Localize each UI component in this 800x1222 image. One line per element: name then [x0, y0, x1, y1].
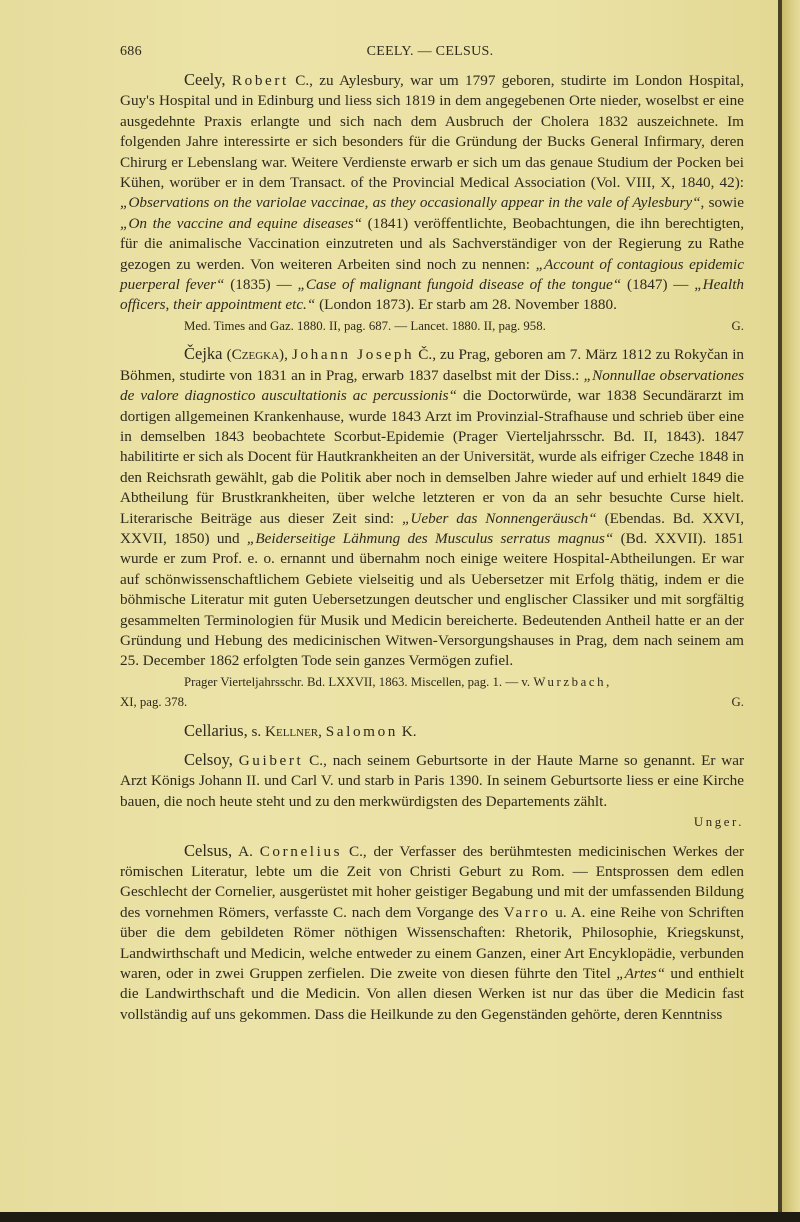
page-number: 686	[120, 44, 142, 59]
given-name: Robert	[231, 72, 289, 89]
entry-lemma: Cellarius,	[184, 720, 248, 740]
page-edge	[782, 0, 800, 1222]
entry-lemma: Celsus,	[184, 840, 233, 860]
running-head-title: CEELY. — CELSUS.	[366, 44, 494, 59]
entry-reference: Med. Times and Gaz. 1880. II, pag. 687. — Lancet. 1880. II, pag. 958. G.	[120, 316, 744, 336]
entry-lemma: Celsoy,	[184, 750, 233, 769]
bottom-shadow	[0, 1212, 800, 1222]
author-signature: G.	[731, 695, 744, 710]
entry-lemma: Čejka	[184, 344, 223, 364]
work-title: „Artes“	[616, 965, 666, 983]
given-name: Johann Joseph	[291, 346, 415, 364]
body-text	[120, 70, 744, 1025]
entry-cejka: Čejka (Czegka), Johann Joseph Č., zu Prag, geboren am 7. März 1812 zu Rokyčan in Böhmen, studirte von 1831 an in Prag, erwarb 1837 daselbst mit der Diss.: „Nonnullae observationes de valore diagnostico auscultationis ac percussionis“ die Doctorwürde, war 1838 Secundärarzt im dortigen allgemeinen Krankenhause, wurde 1843 Arzt im Provinzial-Strafhause und schrieb über eine in demselben 1843 beobachtete Scorbut-Epidemie (Prager Vierteljahrsschr. Bd. II, 1843). 1847 habilitirte er sich als Docent für Hautkrankheiten an der Universität, wurde als eifriger Czeche 1848 in den Reichsrath gewählt, gab die Politik aber noch in demselben Jahre wieder auf und erhielt 1849 die Abtheilung für Brustkrankheiten, über welche letzteren er von da an sehr besuchte Curse hielt. Literarische Beiträge aus dieser Zeit sind: „Ueber das Nonnengeräusch“ (Ebendas. Bd. XXVI, XXVII, 1850) und „Beiderseitige Lähmung des Musculus serratus magnus“ (Bd. XXVII). 1851 wurde er zum Prof. e. o. ernannt und übernahm noch einige weitere Hospital-Abtheilungen. Er war auf schönwissenschaftlichem Gebiete vielseitig und als Uebersetzer mit Erfolg thätig, indem er die böhmische Literatur mit guten Uebersetzungen deutscher und englischer Classiker und mit sorgfältig gesammelten Terminologien für Musik und Medicin bereicherte. Bedeutenden Antheil hatte er an der Gründung und Hebung des medicinischen Witwen-Versorgungshauses in Prag, dem nach seinem am 25. December 1862 erfolgten Tode sein ganzes Vermögen zufiel.	[120, 344, 745, 670]
author-name: Varro	[503, 903, 551, 921]
work-title: „Beiderseitige Lähmung des Musculus serratus magnus“	[246, 529, 614, 547]
work-title: „Ueber das Nonnengeräusch“	[401, 509, 597, 527]
given-name: Cornelius	[259, 842, 343, 860]
work-title: „Observations on the variolae vaccinae, as they occasionally appear in the vale of Aylesbury“	[120, 194, 701, 212]
work-title: „Nonnullae observationes de valore diagnostico auscultationis ac percussionis“	[120, 366, 744, 405]
work-title: „Case of malignant fungoid disease of the tongue“	[297, 276, 622, 294]
running-header	[120, 44, 740, 64]
given-name: Salomon	[325, 722, 398, 740]
entry-reference-cont: XI, pag. 378. G.	[120, 692, 744, 712]
entry-lemma: Ceely,	[184, 70, 226, 89]
entry-celsus: Celsus, A. Cornelius C., der Verfasser des berühmtesten medicinischen Werkes der römischen Literatur, lebte um die Zeit von Christi Geburt zu Rom. — Entsprossen dem edlen Geschlecht der Cornelier, ausgerüstet mit hoher geistiger Begabung und mit der umfassenden Bildung des vornehmen Römers, verfasste C. nach dem Vorgange des Varro u. A. eine Reihe von Schriften über die dem gebildeten Römer nöthigen Wissenschaften: Rhetorik, Philosophie, Kriegskunst, Landwirthschaft und Medicin, welche entweder zu einem Ganzen, einer Art Encyklopädie, verbunden waren, oder in zwei Gruppen zerfielen. Die zweite von diesen führte den Titel „Artes“ und enthielt die Landwirthschaft und die Medicin. Von allen diesen Werken ist nur das über die Medicin fast vollständig auf uns gekommen. Dass die Heilkunde zu den Gegenständen gehörte, deren Kenntniss	[120, 840, 744, 1023]
given-name: Guibert	[238, 752, 304, 769]
cross-reference: Kellner,	[265, 722, 322, 740]
work-title: „Health officers, their appointment etc.“	[120, 276, 745, 314]
entry-cellarius: Cellarius, s. Kellner, Salomon K.	[184, 720, 417, 740]
entry-signature-line	[120, 812, 744, 832]
entry-celsoy: Celsoy, Guibert C., nach seinem Geburtsorte in der Haute Marne so genannt. Er war Arzt Königs Johann II. und Carl V. und starb in Paris 1390. In seinem Geburtsorte liess er eine Kirche bauen, die noch heute steht und zu den merkwürdigsten des Departements zählt.	[120, 750, 745, 810]
entry-ceely: Ceely, Robert C., zu Aylesbury, war um 1797 geboren, studirte im London Hospital, Guy's Hospital und in Edinburg und liess sich 1819 in dem angegebenen Orte nieder, woselbst er eine ausgedehnte Praxis erlangte und sich nach dem Ausbruch der Cholera 1832 auszeichnete. Im folgenden Jahre interessirte er sich besonders für die Gründung der Bucks General Infirmary, deren Chirurg er Lebenslang war. Weitere Verdienste erwarb er sich um das genaue Studium der Pocken bei Kühen, worüber er in dem Transact. of the Provincial Medical Association (Vol. VIII, X, 1840, 42): „Observations on the variolae vaccinae, as they occasionally appear in the vale of Aylesbury“, sowie „On the vaccine and equine diseases“ (1841) veröffentlichte, Beobachtungen, die ihn berechtigten, für die animalische Vaccination einzutreten und als Sachverständiger von der Regierung zu Rathe gezogen zu werden. Von weiteren Arbeiten sind noch zu nennen: „Account of contagious epidemic puerperal fever“ (1835) — „Case of malignant fungoid disease of the tongue“ (1847) — „Health officers, their appointment etc.“ (London 1873). Er starb am 28. November 1880.	[120, 70, 745, 314]
author-signature: G.	[731, 318, 744, 333]
work-title: „On the vaccine and equine diseases“	[120, 214, 363, 232]
work-title: „Account of contagious epidemic puerperal fever“	[120, 255, 744, 294]
alias-name: (Czegka),	[226, 346, 288, 364]
entry-reference: Prager Vierteljahrsschr. Bd. LXXVII, 1863. Miscellen, pag. 1. — v. Wurzbach,	[184, 674, 612, 689]
author-signature: Unger.	[693, 815, 744, 830]
